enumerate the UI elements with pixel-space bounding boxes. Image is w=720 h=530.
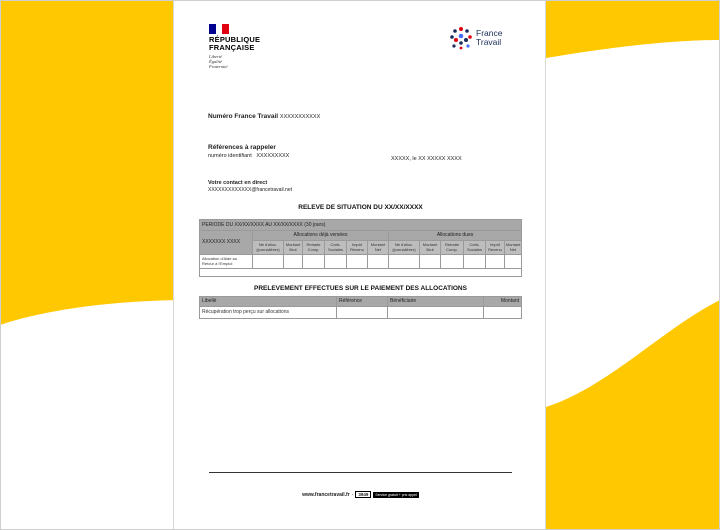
col-reference: Référence xyxy=(337,297,388,307)
prelevement-table xyxy=(199,296,522,319)
place-date: XXXXX, le XX XXXXX XXXX xyxy=(391,156,462,162)
reference-cell xyxy=(337,307,388,319)
releve-title: RELEVE DE SITUATION DU XX/XX/XXXX xyxy=(298,204,423,211)
group-versees-header: Allocations déjà versées xyxy=(253,231,389,241)
col-beneficiaire: Bénéficiaire xyxy=(388,297,484,307)
col-versees-net: Montant Net xyxy=(368,241,389,255)
col-dues-impot: Impôt Revenu xyxy=(486,241,505,255)
motto xyxy=(209,54,260,69)
footer-service: Service gratuit + prix appel xyxy=(375,492,417,497)
col-dues-net: Montant Net xyxy=(505,241,522,255)
col-dues-nb: Nb d'alloc. (journalières) xyxy=(389,241,420,255)
table-row xyxy=(200,255,522,269)
footer-divider xyxy=(209,472,512,473)
france-travail-logo xyxy=(449,26,502,50)
col-versees-impot: Impôt Revenu xyxy=(347,241,368,255)
numero-label: Numéro France Travail xyxy=(208,113,279,120)
republic-line2: FRANÇAISE xyxy=(209,43,255,52)
col-montant: Montant xyxy=(484,297,522,307)
brand-line2: Travail xyxy=(476,37,502,47)
identifiant-line xyxy=(208,153,289,159)
col-versees-nb: Nb d'alloc. (journalières) xyxy=(253,241,284,255)
brand-line1: France xyxy=(476,28,503,38)
yellow-shape-top-left xyxy=(0,0,190,325)
footer xyxy=(174,491,547,498)
montant-cell xyxy=(484,307,522,319)
table-row xyxy=(200,307,522,319)
yellow-shape-top-right xyxy=(535,0,720,60)
col-versees-retraite: Retraite Comp. xyxy=(303,241,325,255)
motto-liberte: Liberté xyxy=(209,54,222,59)
col-versees-brut: Montant Brut xyxy=(284,241,303,255)
col-versees-cotis: Cotis. Sociales xyxy=(325,241,347,255)
french-flag-icon xyxy=(209,24,229,34)
releve-table xyxy=(199,219,522,277)
identifiant-value: XXXXXXXXX xyxy=(256,153,290,159)
numero-value: XXXXXXXXXXX xyxy=(279,114,321,120)
document-page xyxy=(173,0,546,530)
contact-email: XXXXXXXXXXXXX@francetravail.net xyxy=(208,187,293,193)
beneficiaire-cell xyxy=(388,307,484,319)
periode-cell: PERIODE DU XX/XX/XXXX AU XX/XX/XXXX (30 jours) xyxy=(200,220,522,231)
identifiant-label: numéro identifiant xyxy=(208,153,252,159)
republique-francaise-logo xyxy=(209,24,260,69)
row-label-cell: Allocation d'Aide au Retour à l'Emploi xyxy=(200,255,253,269)
col-dues-brut: Montant Brut xyxy=(420,241,441,255)
footer-separator: - xyxy=(351,491,354,498)
row-header-cell: XXXXXXX XXXX xyxy=(200,231,253,255)
republic-line1: RÉPUBLIQUE xyxy=(209,35,261,44)
group-dues-header: Allocations dues xyxy=(389,231,522,241)
france-travail-dots-icon xyxy=(449,26,473,50)
motto-egalite: Égalité xyxy=(209,59,222,64)
footer-website[interactable]: www.francetravail.fr xyxy=(302,491,350,498)
references-label: Références à rappeler xyxy=(208,144,276,151)
col-dues-cotis: Cotis. Sociales xyxy=(464,241,486,255)
yellow-shape-bottom-right xyxy=(535,300,720,530)
footer-phone: 3949 xyxy=(355,491,371,498)
libelle-cell: Récupération trop perçu sur allocations xyxy=(200,307,337,319)
prelevement-title: PRELEVEMENT EFFECTUES SUR LE PAIEMENT DES ALLOCATIONS xyxy=(254,285,467,292)
numero-line xyxy=(208,113,320,120)
col-dues-retraite: Retraite Comp. xyxy=(441,241,464,255)
france-travail-name xyxy=(476,29,502,47)
motto-fraternite: Fraternité xyxy=(209,64,228,69)
table-row-empty xyxy=(200,269,522,277)
contact-label: Votre contact en direct xyxy=(208,180,268,186)
col-libelle: Libellé xyxy=(200,297,337,307)
